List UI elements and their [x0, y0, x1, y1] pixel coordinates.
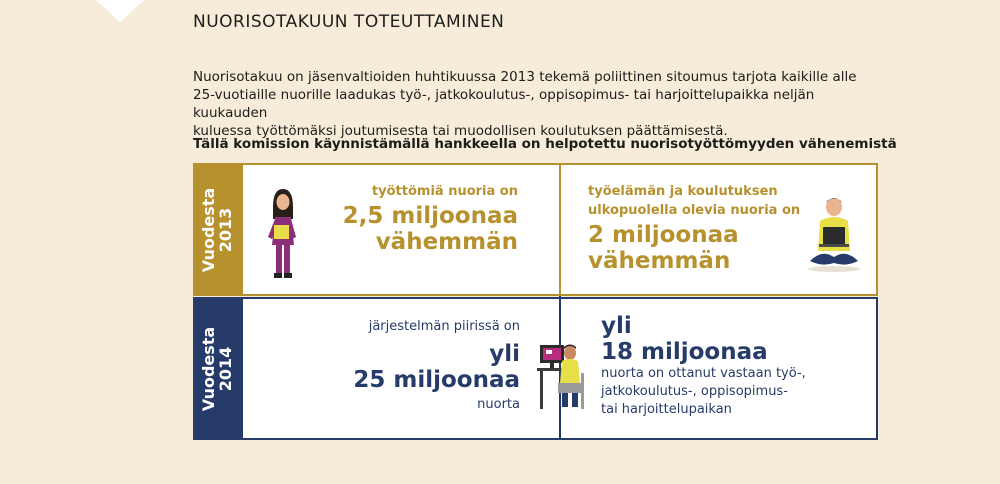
- row-2013: [193, 163, 878, 296]
- value-neet: 2 miljoonaa: [588, 222, 739, 248]
- value-unemployed-suffix: vähemmän: [375, 229, 518, 255]
- intro-line: Nuorisotakuu on jäsenvaltioiden huhtikuussa 2013 tekemä poliittinen sitoumus tarjota kaikille alle: [193, 69, 857, 85]
- person-at-computer-icon: [536, 343, 592, 411]
- cell-reached: [241, 297, 561, 440]
- intro-paragraph: [193, 68, 883, 140]
- page-title: NUORISOTAKUUN TOTEUTTAMINEN: [193, 12, 505, 32]
- year-label-2014: [193, 297, 241, 440]
- cell-accepted: [559, 297, 878, 440]
- caption-neet-2: ulkopuolella olevia nuoria on: [588, 203, 801, 218]
- value-accepted-prefix: yli: [601, 313, 632, 339]
- caption-reached-tail: nuorta: [477, 397, 520, 412]
- year-label-text: Vuodesta 2013: [199, 187, 235, 272]
- top-notch-decoration: [96, 0, 144, 22]
- cell-neet: [559, 163, 878, 296]
- caption-accepted-2: jatkokoulutus-, oppisopimus-: [601, 384, 788, 399]
- caption-unemployed: työttömiä nuoria on: [371, 184, 518, 199]
- year-label-2013: [193, 163, 241, 296]
- caption-accepted-1: nuorta on ottanut vastaan työ-,: [601, 366, 806, 381]
- value-reached: 25 miljoonaa: [353, 367, 520, 393]
- intro-line: 25-vuotiaille nuorille laadukas työ-, jatkokoulutus-, oppisopimus- tai harjoittelupaikka neljän kuukauden: [193, 87, 815, 121]
- value-unemployed: 2,5 miljoonaa: [342, 203, 518, 229]
- lead-statement: Tällä komission käynnistämällä hankkeella on helpotettu nuorisotyöttömyyden vähenemistä: [193, 136, 897, 152]
- year-label-text: Vuodesta 2014: [199, 326, 235, 411]
- caption-reached: järjestelmän piirissä on: [368, 319, 520, 334]
- cell-unemployed: [241, 163, 561, 296]
- intro-line: kuluessa työttömäksi joutumisesta tai muodollisen koulutuksen päättämisestä.: [193, 123, 728, 139]
- caption-accepted-3: tai harjoittelupaikan: [601, 402, 732, 417]
- girl-with-book-icon: [263, 187, 303, 282]
- caption-neet-1: työelämän ja koulutuksen: [588, 184, 778, 199]
- value-reached-prefix: yli: [489, 341, 520, 367]
- boy-with-laptop-icon: [804, 195, 864, 273]
- value-neet-suffix: vähemmän: [588, 248, 731, 274]
- value-accepted: 18 miljoonaa: [601, 339, 768, 365]
